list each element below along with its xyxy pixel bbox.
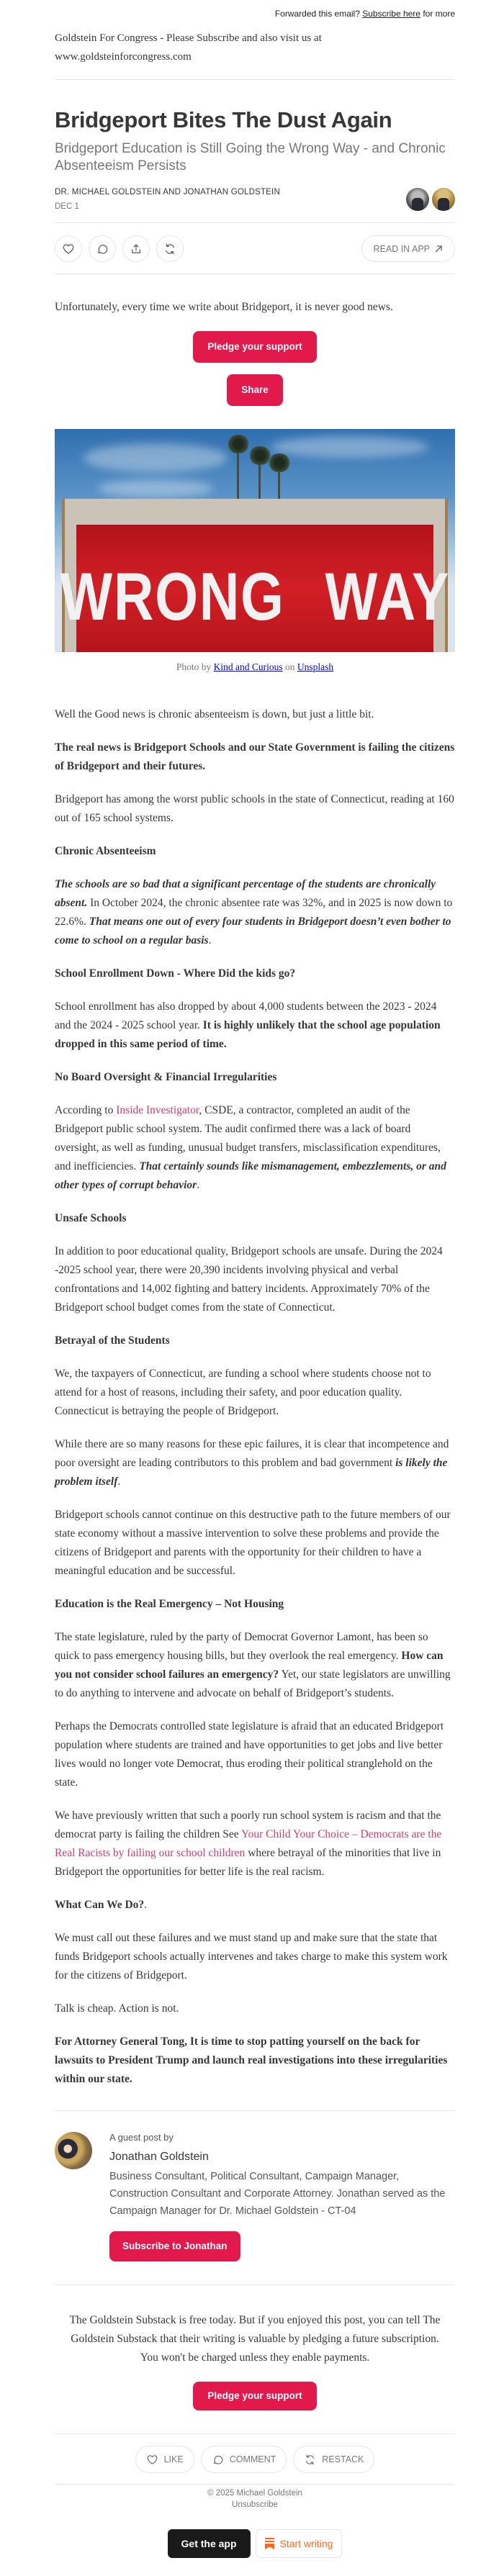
text-segment: For Attorney General Tong, It is time to stop patting yourself on the back for lawsuits to President Trump and launch real investigations into these irregularities within our state. [55,2035,448,2085]
like-button[interactable] [55,235,82,262]
preheader-url: www.goldsteinforcongress.com [55,51,192,63]
section-heading [55,842,455,861]
heart-icon [62,243,75,256]
caption-mid: on [285,661,295,672]
intro-paragraph: Unfortunately, every time we write about Bridgeport, it is never good news. [55,301,393,313]
paragraph [55,2033,455,2089]
text-segment: The real news is Bridgeport Schools and our State Government is failing the citizens of Bridgeport and their futures. [55,741,455,772]
paragraph [55,875,455,950]
section-heading [55,1068,455,1087]
guest-label: A guest post by [109,2132,174,2143]
read-in-app-label: READ IN APP [373,243,430,254]
section-heading [55,964,455,983]
section-heading [55,1209,455,1228]
text-segment: Well the Good news is chronic absenteeism is down, but just a little bit. [55,708,374,720]
paragraph [55,1999,455,2018]
text-segment: Bridgeport schools cannot continue on this destructive path to the future members of our state economy without a massive intervention to solve these problems and provide the citizens of Bridgeport and parents with the opportunity for their children to have a meaningful education and be successful. [55,1509,451,1577]
comment-icon [212,2454,224,2466]
start-writing-label: Start writing [279,2538,333,2549]
avatar[interactable] [432,188,455,211]
photo-caption [55,658,455,677]
restack-icon [163,243,176,256]
forwarded-text: Forwarded this email? [274,9,360,19]
sign-text: WRONG WAY [60,558,450,634]
text-segment: While there are so many reasons for these epic failures, it is clear that incompetence and poor oversight are leading contributors to this problem and bad government [55,1438,449,1469]
paragraph [55,1101,455,1195]
text-segment: . [197,1179,200,1191]
pledge-row [55,331,455,363]
preheader-line: Goldstein For Congress - Please Subscribe and also visit us at [55,32,322,44]
text-segment: Bridgeport has among the worst public schools in the state of Connecticut, reading at 160 out of 165 school systems. [55,793,454,824]
share-button-red[interactable]: Share [227,374,283,406]
text-segment: , CSDE, a contractor, completed an audit of the Bridgeport public school system. The audit confirmed there was a lack of board oversight, as well as funding, unusual budget transfers, misclassification expenditures, and inefficiencies. [55,1104,441,1172]
text-segment: where betrayal of the minorities that live in Bridgeport the opportunities for better life is the real racism. [55,1847,441,1878]
paragraph [55,705,455,724]
comment-button[interactable] [89,235,116,262]
read-in-app-button[interactable] [361,235,456,262]
paragraph [55,790,455,828]
text-segment: According to [55,1104,117,1116]
photographer-link[interactable]: Kind and Curious [213,661,283,672]
text-segment: School Enrollment Down - Where Did the kids go? [55,967,296,980]
paragraph [55,1435,455,1491]
preheader [55,29,455,80]
share-button[interactable] [122,235,150,262]
text-segment: Talk is cheap. Action is not. [55,2002,179,2015]
text-segment: In addition to poor educational quality, Bridgeport schools are unsafe. During the 2024 -2025 school year, there were 20,390 incidents involving physical and verbal confrontations and 14,002 fighting and battery incidents. Approximately 70% of the Bridgeport school budget comes from the state of Connecticut. [55,1245,443,1314]
text-segment: We have previously written that such a poorly run school system is racism and that the democrat party is failing the children See [55,1809,441,1840]
text-segment: Education is the Real Emergency – Not Housing [55,1598,284,1610]
footer-restack-button[interactable] [293,2446,374,2473]
section-heading [55,1332,455,1350]
heart-icon [146,2454,158,2466]
article-link[interactable]: Inside Investigator [116,1104,199,1116]
forwarded-notice [55,0,455,29]
start-writing-button[interactable] [256,2529,343,2558]
text-segment: Unsafe Schools [55,1212,127,1224]
copyright-text: © 2025 Michael Goldstein [207,2489,302,2498]
paragraph [55,1628,455,1703]
caption-prefix: Photo by [176,661,212,672]
post-title[interactable]: Bridgeport Bites The Dust Again [55,107,392,132]
guest-name[interactable]: Jonathan Goldstein [109,2151,209,2163]
paragraph [55,738,455,776]
restack-icon [304,2454,316,2466]
guest-bio: Business Consultant, Political Consultant, Campaign Manager, Construction Consultant and Corporate Attorney. Jonathan served as the Campaign Manager for Dr. Michael Goldstein - CT-04 [109,2171,446,2217]
paragraph [55,1717,455,1792]
text-segment: Yet, our state legislators are unwilling to do anything to intervene and advocate on behalf of Bridgeport’s students. [55,1668,451,1699]
post-actions [55,223,455,274]
text-segment: Perhaps the Democrats controlled state legislature is afraid that an educated Bridgeport population where students are trained and have opportunities to get jobs and live better lives would no longer vote Democrat, thus eroding their political stranglehold on the state. [55,1720,444,1789]
text-segment: In October 2024, the chronic absentee rate was 32%, and in 2025 is now down to 22.6%. [55,897,453,928]
app-buttons [55,2529,455,2565]
get-the-app-button[interactable]: Get the app [168,2529,251,2558]
text-segment: How can you not consider school failures an emergency? [55,1650,444,1681]
article-link[interactable]: Your Child Your Choice – Democrats are the Real Racists by failing our school children [55,1828,442,1859]
text-segment: It is highly unlikely that the school age population dropped in this same period of time. [55,1019,441,1050]
pledge-message: The Goldstein Substack is free today. But if you enjoyed this post, you can tell The Goldstein Substack that their writing is valuable by pledging a future subscription. You won't be charged unless they enable payments. [69,2314,441,2364]
guest-author-card [55,2111,455,2261]
arrow-up-right-icon [434,245,443,253]
subscribe-to-jonathan-button[interactable]: Subscribe to Jonathan [109,2231,240,2261]
author-avatars [406,188,455,211]
byline[interactable]: DR. MICHAEL GOLDSTEIN AND JONATHAN GOLDSTEIN [55,188,280,196]
unsubscribe-link[interactable]: Unsubscribe [232,2500,278,2509]
wrong-way-photo[interactable] [55,429,455,652]
paragraph [55,1242,455,1317]
text-segment: School enrollment has also dropped by about 4,000 students between the 2023 - 2024 and the 2024 - 2025 school year. [55,1000,437,1031]
subscribe-here-link[interactable]: Subscribe here [362,9,420,19]
post-body [55,298,455,2089]
pledge-support-button[interactable]: Pledge your support [193,331,316,363]
comment-icon [96,243,109,256]
text-segment: What Can We Do? [55,1899,145,1911]
paragraph [55,1807,455,1881]
section-heading [55,1896,455,1915]
text-segment: We must call out these failures and we must stand up and make sure that the state that funds Bridgeport schools actually intervenes and takes charge to make this system work for the citizens of Bridgeport. [55,1932,448,1981]
post-meta [55,188,455,223]
text-segment: . [117,1475,121,1488]
text-segment: The state legislature, ruled by the party of Democrat Governor Lamont, has been so quick to pass emergency housing bills, but they overlook the real emergency. [55,1631,428,1662]
restack-button[interactable] [156,235,184,262]
unsplash-link[interactable]: Unsplash [297,661,334,672]
text-segment: Chronic Absenteeism [55,845,156,857]
pledge-support-button-bottom[interactable]: Pledge your support [193,2382,316,2410]
text-segment: No Board Oversight & Financial Irregularities [55,1071,277,1083]
paragraph [55,1929,455,1985]
footer-like-button[interactable] [135,2446,194,2473]
guest-avatar[interactable] [55,2132,92,2169]
text-segment: We, the taxpayers of Connecticut, are funding a school where students choose not to attend for a host of reasons, including their safety, and poor education quality. Connecticut is betraying the people of Bridgeport. [55,1368,431,1417]
section-heading [55,1595,455,1614]
like-label: LIKE [163,2454,184,2464]
paragraph [55,1365,455,1421]
forwarded-suffix: for more [423,9,455,19]
text-segment: . [208,934,212,946]
share-icon [130,243,143,256]
text-segment: Betrayal of the Students [55,1334,170,1347]
post-subtitle: Bridgeport Education is Still Going the Wrong Way - and Chronic Absenteeism Persists [55,141,446,173]
substack-logo-icon [265,2538,274,2549]
text-segment: . [144,1899,148,1911]
share-row [55,374,455,406]
text-segment: The schools are so bad that a significant percentage of the students are chronically absent. [55,878,436,909]
footer-actions [55,2434,455,2484]
post-date: DEC 1 [55,202,79,211]
email-container [55,0,455,2565]
avatar[interactable] [406,188,429,211]
comment-label: COMMENT [229,2454,276,2464]
pledge-row-bottom [55,2382,455,2433]
text-segment: That means one out of every four students in Bridgeport doesn’t even bother to come to school on a regular basis [55,916,451,946]
paragraph [55,1506,455,1581]
text-segment: That certainly sounds like mismanagement, embezzlements, or and other types of corrupt behavior [55,1160,446,1191]
text-segment: is likely the problem itself [55,1457,448,1488]
restack-label: RESTACK [322,2454,364,2464]
article-content [55,705,455,2089]
paragraph [55,998,455,1054]
footer-comment-button[interactable] [201,2446,287,2473]
footer-copyright [55,2485,455,2511]
